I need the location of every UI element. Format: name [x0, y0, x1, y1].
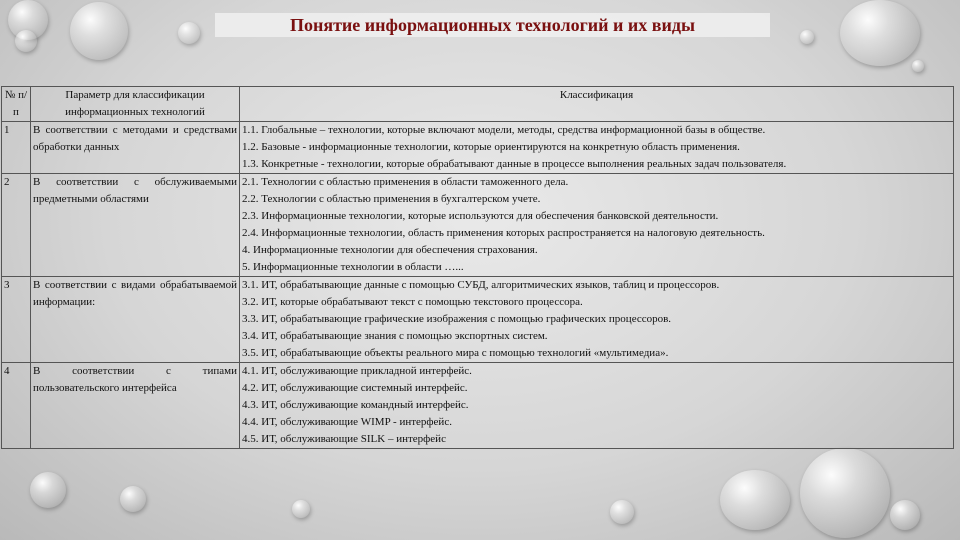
classification-item: 2.4. Информационные технологии, область применения которых распространяется на налоговую деятельность. — [242, 227, 765, 239]
row-classification — [240, 174, 954, 277]
table-row — [2, 122, 954, 174]
water-drop-decoration — [890, 500, 920, 530]
row-number: 1 — [2, 122, 31, 174]
classification-item: 4. Информационные технологии для обеспечения страхования. — [242, 244, 538, 256]
water-drop-decoration — [178, 22, 200, 44]
classification-item: 4.3. ИТ, обслуживающие командный интерфейс. — [242, 399, 469, 411]
water-drop-decoration — [800, 30, 814, 44]
classification-item: 2.1. Технологии с областью применения в области таможенного дела. — [242, 176, 569, 188]
classification-item: 4.4. ИТ, обслуживающие WIMP - интерфейс. — [242, 416, 452, 428]
water-drop-decoration — [30, 472, 66, 508]
row-number: 3 — [2, 277, 31, 363]
classification-item: 4.2. ИТ, обслуживающие системный интерфейс. — [242, 382, 468, 394]
header-number: № п/п — [2, 87, 31, 122]
table-header-row — [2, 87, 954, 122]
row-classification — [240, 122, 954, 174]
water-drop-decoration — [800, 448, 890, 538]
row-number: 2 — [2, 174, 31, 277]
row-classification — [240, 277, 954, 363]
classification-item: 2.3. Информационные технологии, которые используются для обеспечения банковской деятельности. — [242, 210, 719, 222]
water-drop-decoration — [292, 500, 310, 518]
classification-item: 3.5. ИТ, обрабатывающие объекты реального мира с помощью технологий «мультимедиа». — [242, 347, 669, 359]
classification-item: 2.2. Технологии с областью применения в бухгалтерском учете. — [242, 193, 541, 205]
row-parameter: В соответствии с типами пользовательского интерфейса — [31, 363, 240, 449]
classification-item: 5. Информационные технологии в области …... — [242, 261, 464, 273]
classification-item: 4.5. ИТ, обслуживающие SILK – интерфейс — [242, 433, 446, 445]
water-drop-decoration — [70, 2, 128, 60]
water-drop-decoration — [912, 60, 924, 72]
page-title: Понятие информационных технологий и их виды — [215, 13, 770, 37]
classification-item: 3.1. ИТ, обрабатывающие данные с помощью СУБД, алгоритмических языков, таблиц и процессоров. — [242, 279, 720, 291]
table-row — [2, 174, 954, 277]
water-drop-decoration — [610, 500, 634, 524]
row-parameter: В соответствии с обслуживаемыми предметными областями — [31, 174, 240, 277]
water-drop-decoration — [720, 470, 790, 530]
row-parameter: В соответствии с видами обрабатываемой информации: — [31, 277, 240, 363]
table-row — [2, 363, 954, 449]
classification-item: 1.1. Глобальные – технологии, которые включают модели, методы, средства информационной базы в обществе. — [242, 124, 766, 136]
water-drop-decoration — [120, 486, 146, 512]
row-classification — [240, 363, 954, 449]
classification-item: 3.4. ИТ, обрабатывающие знания с помощью экспортных систем. — [242, 330, 548, 342]
header-parameter: Параметр для классификации информационных технологий — [31, 87, 240, 122]
classification-item: 1.3. Конкретные - технологии, которые обрабатывают данные в процессе выполнения реальных задач пользователя. — [242, 158, 787, 170]
water-drop-decoration — [840, 0, 920, 66]
classification-table — [1, 86, 954, 449]
classification-item: 3.2. ИТ, которые обрабатывают текст с помощью текстового процессора. — [242, 296, 583, 308]
row-number: 4 — [2, 363, 31, 449]
classification-item: 3.3. ИТ, обрабатывающие графические изображения с помощью графических процессоров. — [242, 313, 672, 325]
classification-item: 1.2. Базовые - информационные технологии, которые ориентируются на конкретную область применения. — [242, 141, 740, 153]
water-drop-decoration — [15, 30, 37, 52]
table-row — [2, 277, 954, 363]
header-classification: Классификация — [240, 87, 954, 122]
classification-item: 4.1. ИТ, обслуживающие прикладной интерфейс. — [242, 365, 472, 377]
row-parameter: В соответствии с методами и средствами обработки данных — [31, 122, 240, 174]
